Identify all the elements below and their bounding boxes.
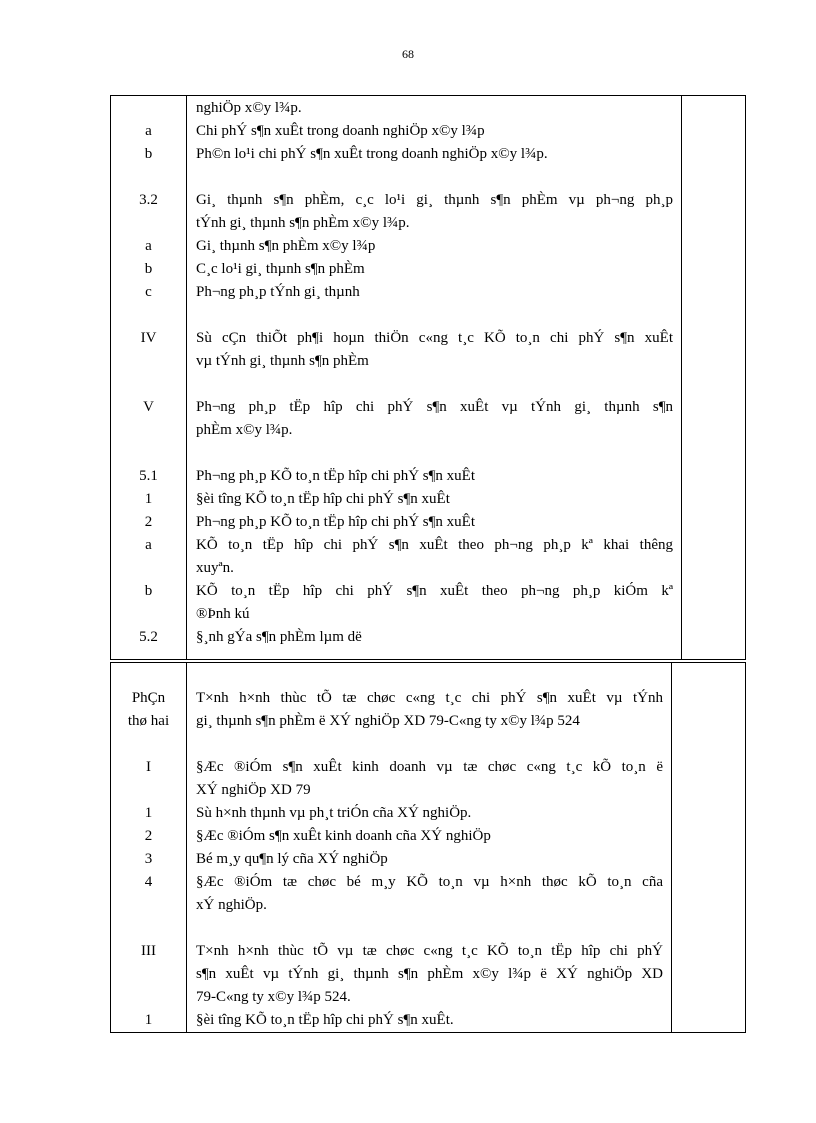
toc-row <box>111 488 681 511</box>
toc-row-number: I <box>146 759 151 775</box>
page-number: 68 <box>402 47 414 61</box>
spacer <box>111 373 681 396</box>
toc-rows <box>111 96 681 659</box>
toc-row-title: §èi tîng KÕ to¸n tËp hîp chi phÝ s¶n xuÊt <box>196 491 450 507</box>
toc-row <box>111 281 681 304</box>
toc-row <box>111 511 681 534</box>
toc-row-number: 5.1 <box>139 468 158 484</box>
toc-row-title: Gi¸ thµnh s¶n phÈm x©y l¾p <box>196 238 376 254</box>
toc-row-number <box>111 963 186 986</box>
spacer <box>111 166 681 189</box>
toc-table-part-two <box>110 662 746 1033</box>
toc-row-number: 3.2 <box>139 192 158 208</box>
toc-row-title: Ph¬ng ph¸p tËp hîp chi phÝ s¶n xuÊt vµ tÝnh gi¸ thµnh s¶n <box>196 399 673 415</box>
toc-row-number: III <box>141 943 156 959</box>
toc-row <box>111 825 671 848</box>
toc-row-title: Ph©n lo¹i chi phÝ s¶n xuÊt trong doanh nghiÖp x©y l¾p. <box>196 146 548 162</box>
toc-row-title: gi¸ thµnh s¶n phÈm ë XÝ nghiÖp XD 79-C«ng ty x©y l¾p 524 <box>196 713 580 729</box>
toc-row <box>111 1009 671 1032</box>
toc-row-title: Sù cÇn thiÕt ph¶i hoµn thiÖn c«ng t¸c KÕ to¸n chi phÝ s¶n xuÊt <box>196 330 673 346</box>
toc-row-title: Gi¸ thµnh s¶n phÈm, c¸c lo¹i gi¸ thµnh s¶n phÈm vµ ph¬ng ph¸p <box>196 192 673 208</box>
toc-row <box>111 419 681 442</box>
toc-row-number: b <box>144 146 153 162</box>
toc-row <box>111 327 681 350</box>
toc-row <box>111 465 681 488</box>
toc-row <box>111 120 681 143</box>
toc-row-number: thø hai <box>127 713 170 729</box>
toc-row <box>111 258 681 281</box>
toc-row-title: ®Þnh kú <box>196 606 250 622</box>
toc-row-title: C¸c lo¹i gi¸ thµnh s¶n phÈm <box>196 261 365 277</box>
toc-row <box>111 779 671 802</box>
toc-row-number: PhÇn <box>131 690 166 706</box>
toc-row-title: KÕ to¸n tËp hîp chi phÝ s¶n xuÊt theo ph¬ng ph¸p kª khai thêng <box>196 537 673 553</box>
toc-row-number: 1 <box>144 1012 153 1028</box>
toc-row-title: xÝ nghiÖp. <box>196 897 267 913</box>
toc-content-cell <box>111 663 672 1033</box>
spacer <box>111 733 671 756</box>
toc-row-title: s¶n xuÊt vµ tÝnh gi¸ thµnh s¶n phÈm x©y l¾p ë XÝ nghiÖp XD <box>196 966 663 982</box>
toc-row-title: 79-C«ng ty x©y l¾p 524. <box>196 989 351 1005</box>
toc-row-title: Bé m¸y qu¶n lý cña XÝ nghiÖp <box>196 851 388 867</box>
toc-row-number <box>111 986 186 1009</box>
toc-row-number <box>111 212 186 235</box>
toc-row-number: a <box>145 537 152 553</box>
toc-row-number: a <box>145 123 152 139</box>
toc-row <box>111 143 681 166</box>
toc-table-part-one <box>110 95 746 660</box>
toc-row-number <box>111 779 186 802</box>
toc-row <box>111 848 671 871</box>
toc-row <box>111 97 681 120</box>
toc-row <box>111 189 681 212</box>
toc-page-column <box>682 96 746 660</box>
toc-row-title: nghiÖp x©y l¾p. <box>196 100 302 116</box>
toc-row-title: KÕ to¸n tËp hîp chi phÝ s¶n xuÊt theo ph¬ng ph¸p kiÓm kª <box>196 583 673 599</box>
toc-row <box>111 710 671 733</box>
toc-row <box>111 940 671 963</box>
toc-row-title: phÈm x©y l¾p. <box>196 422 293 438</box>
toc-row-title: T×nh h×nh thùc tÕ tæ chøc c«ng t¸c chi phÝ s¶n xuÊt vµ tÝnh <box>196 690 663 706</box>
toc-row <box>111 557 681 580</box>
toc-row-title: Sù h×nh thµnh vµ ph¸t triÓn cña XÝ nghiÖp. <box>196 805 472 821</box>
toc-row-number <box>111 557 186 580</box>
toc-row-number: 2 <box>144 828 153 844</box>
toc-row-number: b <box>144 583 153 599</box>
toc-row-title: Ph¬ng ph¸p KÕ to¸n tËp hîp chi phÝ s¶n xuÊt <box>196 468 475 484</box>
toc-row-title: XÝ nghiÖp XD 79 <box>196 782 311 798</box>
toc-row-title: Chi phÝ s¶n xuÊt trong doanh nghiÖp x©y l¾p <box>196 123 485 139</box>
toc-row-title: §¸nh gÝa s¶n phÈm lµm dë <box>196 629 362 645</box>
toc-row-title: vµ tÝnh gi¸ thµnh s¶n phÈm <box>196 353 369 369</box>
toc-row <box>111 871 671 894</box>
toc-row <box>111 894 671 917</box>
toc-row-number: 2 <box>144 514 153 530</box>
toc-row <box>111 963 671 986</box>
toc-row-title: §Æc ®iÓm s¶n xuÊt kinh doanh vµ tæ chøc c«ng t¸c kÕ to¸n ë <box>196 759 663 775</box>
toc-row-number: 1 <box>144 805 153 821</box>
toc-row-number <box>111 350 186 373</box>
toc-row <box>111 626 681 649</box>
toc-row-title: T×nh h×nh thùc tÕ vµ tæ chøc c«ng t¸c KÕ to¸n tËp hîp chi phÝ <box>196 943 663 959</box>
toc-row <box>111 235 681 258</box>
toc-row-number: a <box>145 238 152 254</box>
toc-row <box>111 802 671 825</box>
spacer <box>111 442 681 465</box>
toc-row-number <box>111 97 186 120</box>
toc-row-number: 4 <box>144 874 153 890</box>
toc-row <box>111 756 671 779</box>
toc-row-title: §Æc ®iÓm tæ chøc bé m¸y KÕ to¸n vµ h×nh thøc kÕ to¸n cña <box>196 874 663 890</box>
toc-row <box>111 603 681 626</box>
toc-row-number: c <box>145 284 152 300</box>
toc-row-number: V <box>143 399 154 415</box>
toc-row <box>111 986 671 1009</box>
toc-row-title: xuyªn. <box>196 560 234 576</box>
toc-row-title: Ph¬ng ph¸p tÝnh gi¸ thµnh <box>196 284 360 300</box>
toc-row-number: 5.2 <box>139 629 158 645</box>
toc-row-number: IV <box>140 330 157 346</box>
toc-row-number: 3 <box>144 851 153 867</box>
toc-row <box>111 350 681 373</box>
toc-row-number: 1 <box>144 491 153 507</box>
toc-row-title: Ph¬ng ph¸p KÕ to¸n tËp hîp chi phÝ s¶n xuÊt <box>196 514 475 530</box>
toc-row-number <box>111 894 186 917</box>
toc-row-number <box>111 419 186 442</box>
toc-row <box>111 687 671 710</box>
toc-row <box>111 580 681 603</box>
toc-row-number <box>111 603 186 626</box>
spacer <box>111 917 671 940</box>
spacer <box>111 304 681 327</box>
toc-page-column <box>672 663 746 1033</box>
toc-row-title: §Æc ®iÓm s¶n xuÊt kinh doanh cña XÝ nghiÖp <box>196 828 491 844</box>
toc-row <box>111 396 681 419</box>
toc-row <box>111 534 681 557</box>
toc-content-cell <box>111 96 682 660</box>
toc-row <box>111 212 681 235</box>
toc-row-title: §èi tîng KÕ to¸n tËp hîp chi phÝ s¶n xuÊt. <box>196 1012 454 1028</box>
toc-rows <box>111 663 671 1032</box>
toc-row-title: tÝnh gi¸ thµnh s¶n phÈm x©y l¾p. <box>196 215 410 231</box>
toc-row-number: b <box>144 261 153 277</box>
